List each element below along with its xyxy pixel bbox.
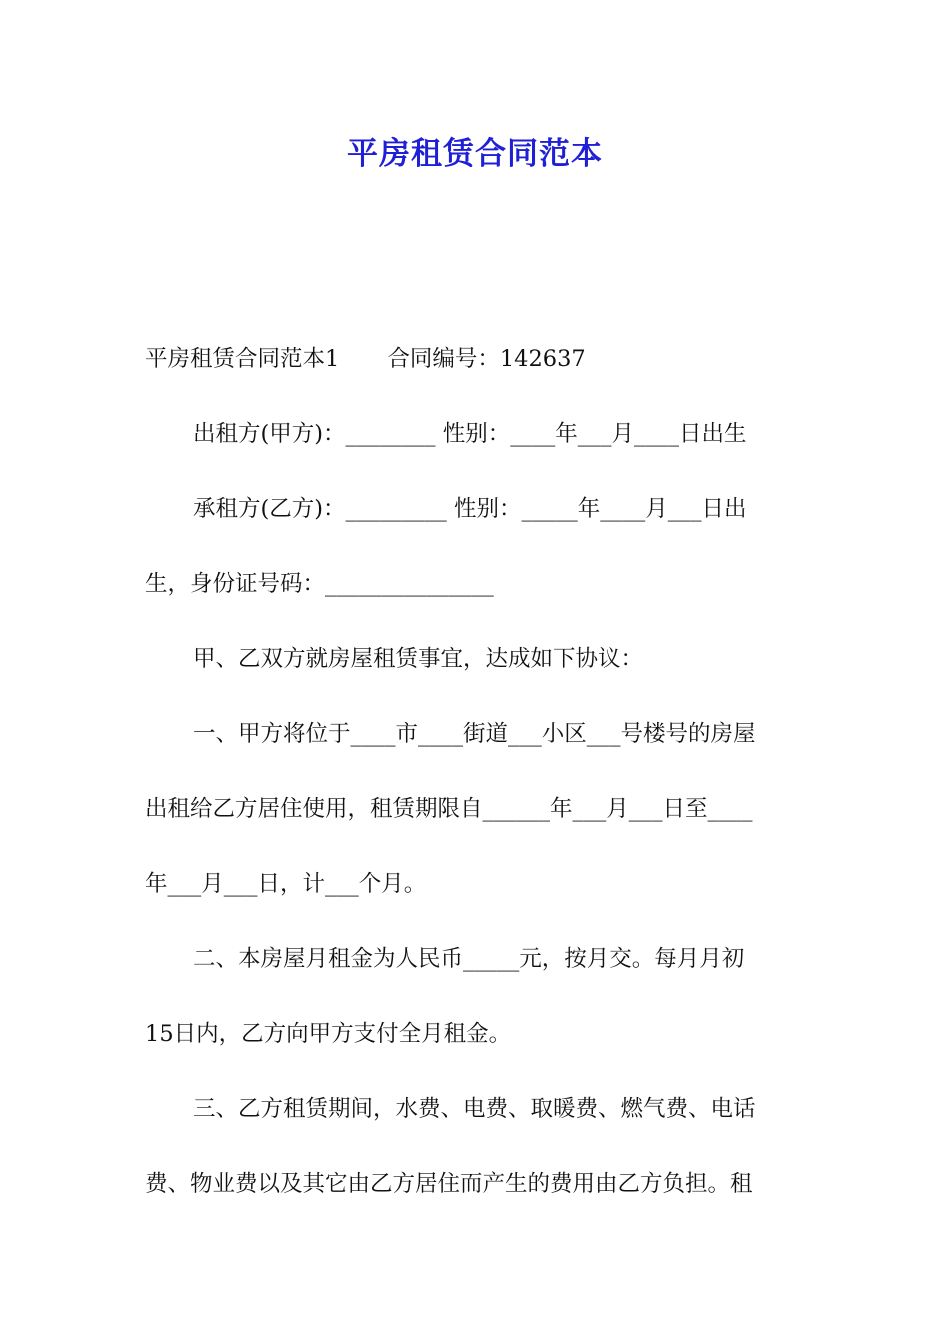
document-title: 平房租赁合同范本	[347, 136, 603, 172]
clause-2-line-2: 15日内，乙方向甲方支付全月租金。	[145, 1021, 512, 1047]
contract-heading	[145, 344, 825, 374]
lessee-line: 承租方(乙方)：_________ 性别：_____年____月___日出	[193, 496, 747, 522]
id-number-line: 生，身份证号码：_______________	[145, 571, 494, 597]
contract-number: 合同编号：142637	[387, 346, 586, 372]
clause-1-line-3: 年___月___日，计___个月。	[145, 871, 427, 897]
clause-3-line-1: 三、乙方租赁期间，水费、电费、取暖费、燃气费、电话	[193, 1096, 756, 1122]
clause-1-line-1: 一、甲方将位于____市____街道___小区___号楼号的房屋	[193, 721, 756, 747]
contract-name: 平房租赁合同范本1	[145, 346, 340, 372]
clause-3-line-2: 费、物业费以及其它由乙方居住而产生的费用由乙方负担。租	[145, 1171, 753, 1197]
agreement-intro: 甲、乙双方就房屋租赁事宜，达成如下协议：	[193, 646, 644, 672]
clause-1-line-2: 出租给乙方居住使用，租赁期限自______年___月___日至____	[145, 796, 753, 822]
lessor-line: 出租方(甲方)：________ 性别：____年___月____日出生	[193, 421, 747, 447]
clause-2-line-1: 二、本房屋月租金为人民币_____元，按月交。每月月初	[193, 946, 745, 972]
